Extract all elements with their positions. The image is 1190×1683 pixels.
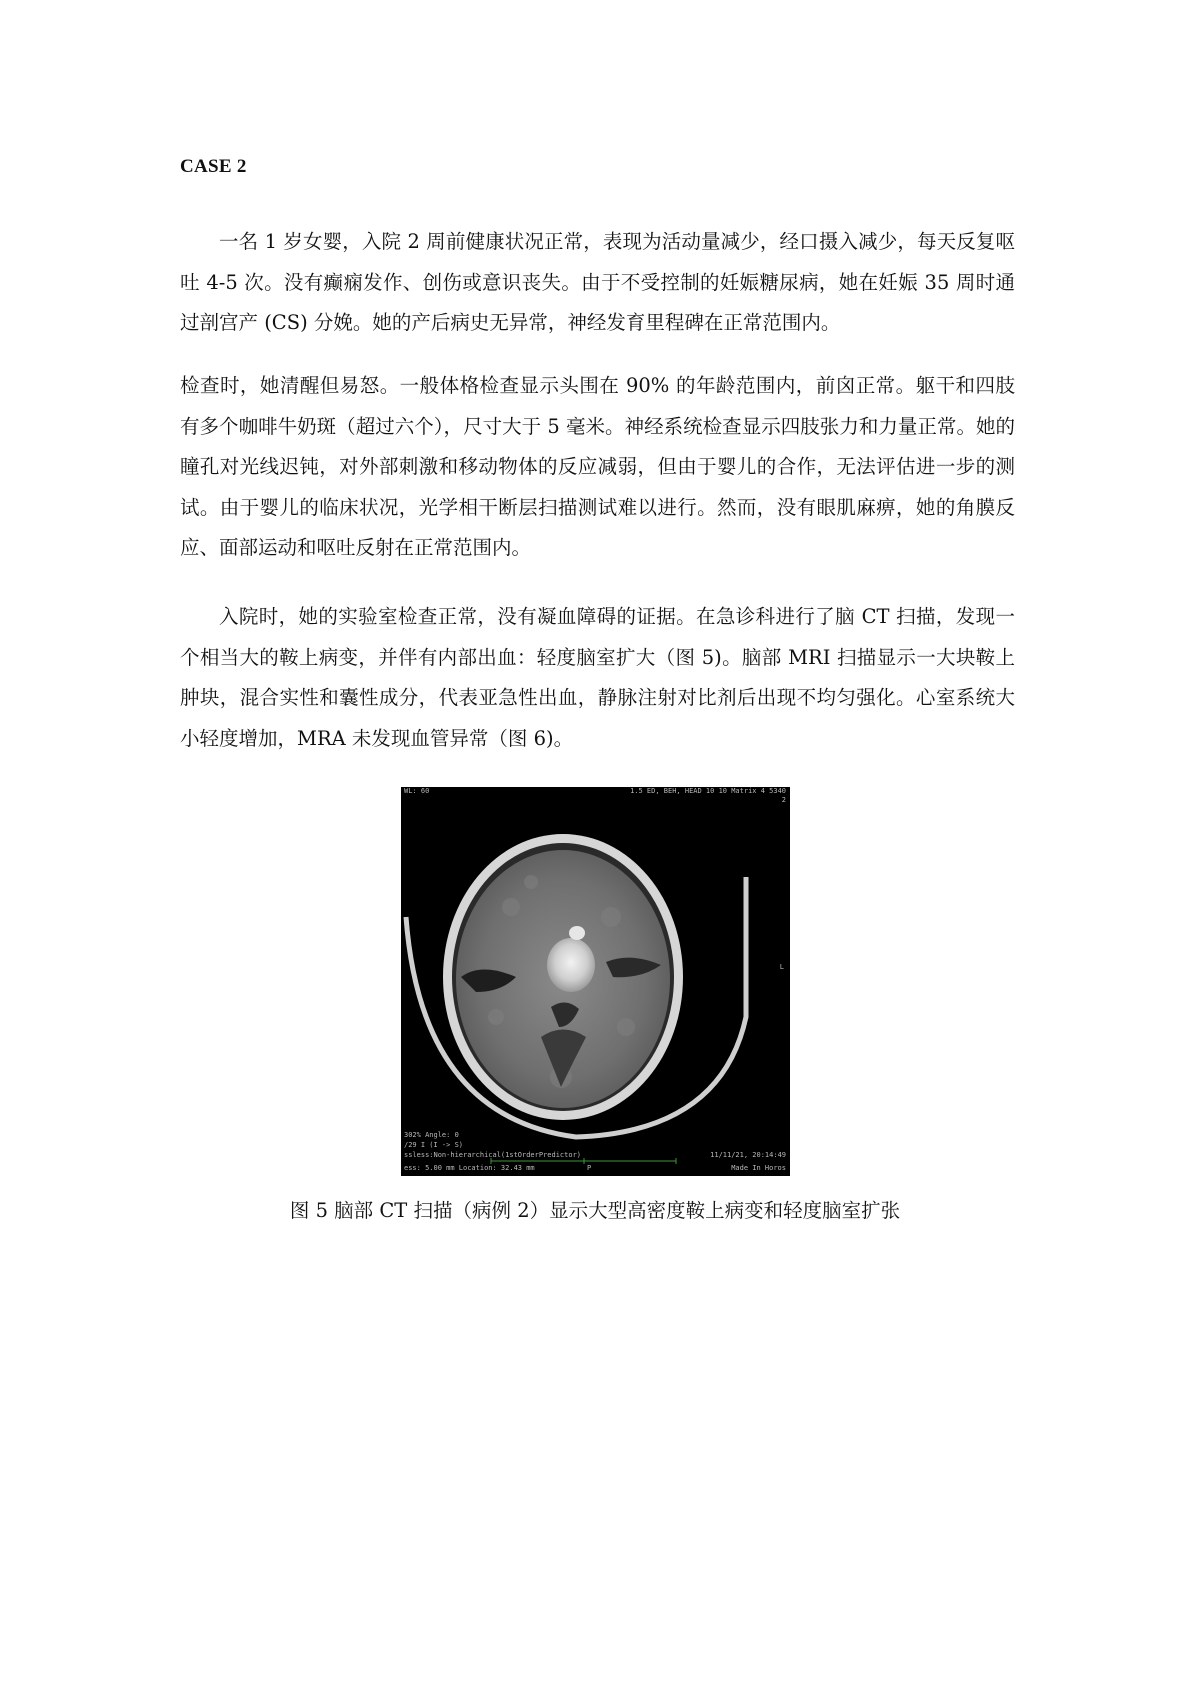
paragraph-imaging bbox=[180, 597, 1015, 759]
overlay-bottom-left-4: ess: 5.00 mm Location: 32.43 mm bbox=[404, 1164, 535, 1172]
ct-scan-svg bbox=[401, 787, 790, 1176]
ct-scan-image bbox=[401, 787, 790, 1176]
figure-caption: 图 5 脑部 CT 扫描（病例 2）显示大型高密度鞍上病变和轻度脑室扩张 bbox=[289, 1199, 901, 1222]
overlay-bottom-right-2: Made In Horos bbox=[731, 1164, 786, 1172]
paragraph-examination bbox=[180, 366, 1015, 569]
paragraph-examination-text: 检查时，她清醒但易怒。一般体格检查显示头围在 90% 的年龄范围内，前囟正常。躯干和四肢有多个咖啡牛奶斑（超过六个），尺寸大于 5 毫米。神经系统检查显示四肢张力和力量正常。她的瞳孔对光线迟钝，对外部刺激和移动物体的反应减弱，但由于婴儿的合作，无法评估进一步的测试。由于婴儿的临床状况，光学相干断层扫描测试难以进行。然而，没有眼肌麻痹，她的角膜反应、面部运动和呕吐反射在正常范围内。 bbox=[180, 374, 1015, 559]
lesion-calcification bbox=[569, 926, 585, 940]
overlay-bottom-left-2: /29 I (I -> S) bbox=[404, 1141, 464, 1149]
overlay-top-right: 1.5 ED, BEH, HEAD 10 10 Matrix 4 5340 bbox=[630, 787, 786, 795]
case-heading: CASE 2 bbox=[180, 156, 247, 177]
overlay-orientation-marker: L bbox=[779, 963, 784, 971]
overlay-bottom-left-1: 302% Angle: 0 bbox=[404, 1131, 459, 1139]
overlay-bottom-right-1: 11/11/21, 20:14:49 bbox=[710, 1151, 786, 1159]
paragraph-history-text: 一名 1 岁女婴，入院 2 周前健康状况正常，表现为活动量减少，经口摄入减少，每天反复呕吐 4-5 次。没有癫痫发作、创伤或意识丧失。由于不受控制的妊娠糖尿病，她在妊娠 35 周时通过剖宫产 (CS) 分娩。她的产后病史无异常，神经发育里程碑在正常范围内。 bbox=[180, 230, 1015, 334]
paragraph-history bbox=[180, 222, 1015, 344]
overlay-bottom-left-3: ssless:Non-hierarchical(1stOrderPredictor) bbox=[404, 1151, 582, 1159]
overlay-top-left: WL: 60 bbox=[404, 787, 430, 795]
suprasellar-lesion bbox=[547, 938, 595, 992]
overlay-top-right-2: 2 bbox=[781, 796, 786, 804]
paragraph-imaging-text: 入院时，她的实验室检查正常，没有凝血障碍的证据。在急诊科进行了脑 CT 扫描，发现一个相当大的鞍上病变，并伴有内部出血：轻度脑室扩大（图 5)。脑部 MRI 扫描显示一大块鞍上肿块，混合实性和囊性成分，代表亚急性出血，静脉注射对比剂后出现不均匀强化。心室系统大小轻度增加，MRA 未发现血管异常（图 6)。 bbox=[180, 605, 1015, 750]
overlay-bottom-center: P bbox=[587, 1164, 592, 1172]
